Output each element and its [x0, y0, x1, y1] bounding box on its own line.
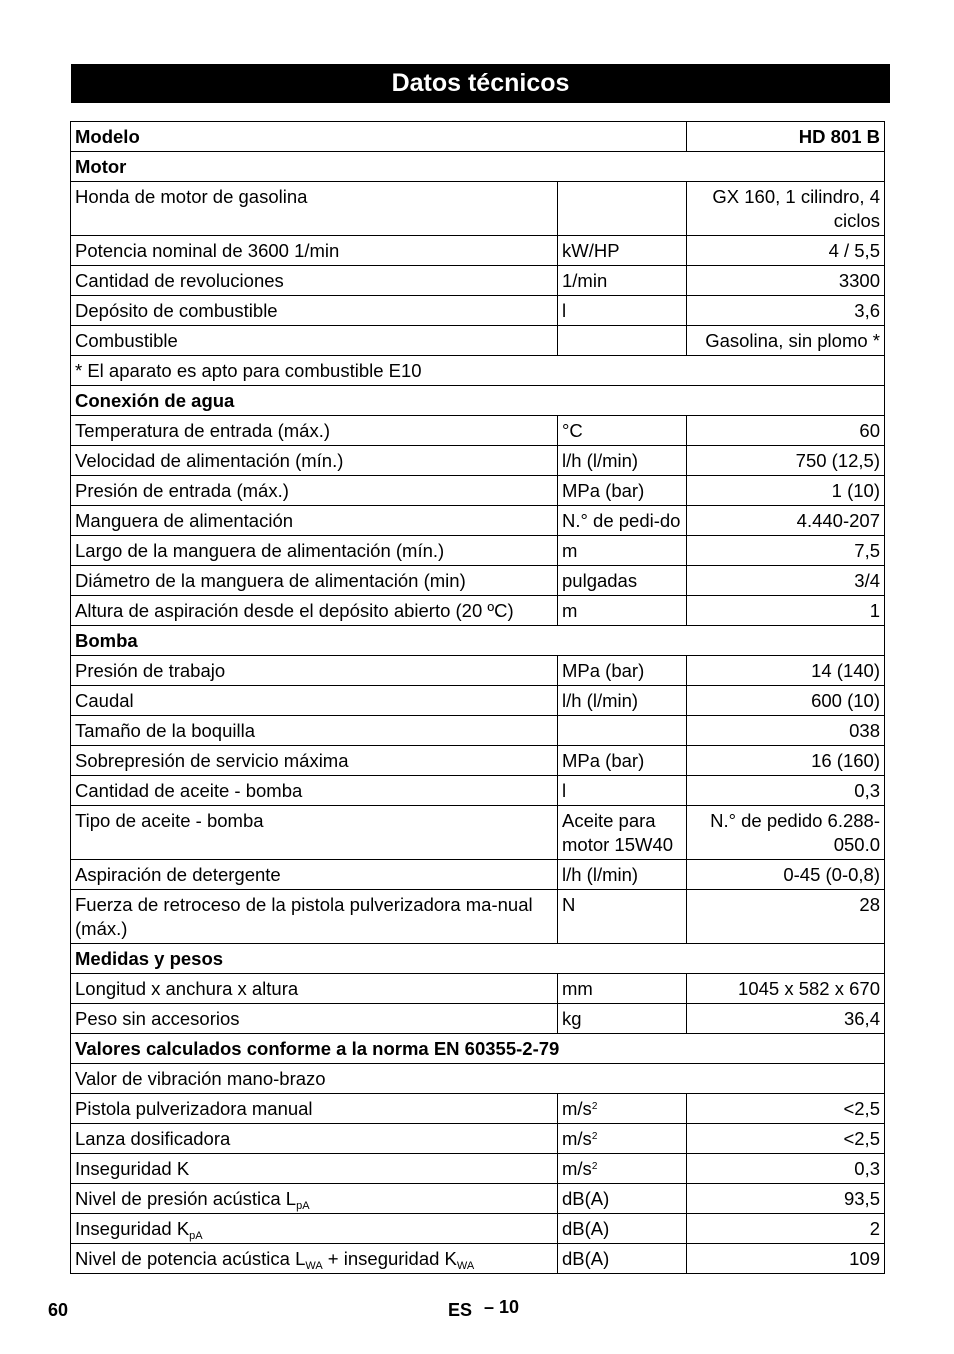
- section-heading: Conexión de agua: [71, 386, 885, 416]
- spec-row: [71, 716, 885, 746]
- spec-label-cell: [71, 326, 558, 356]
- spec-label-cell: [71, 890, 558, 944]
- spec-label-cell: [71, 776, 558, 806]
- spec-label: Presión de entrada (máx.): [75, 480, 289, 501]
- spec-row: [71, 506, 885, 536]
- spec-unit: MPa (bar): [562, 750, 645, 771]
- spec-row: [71, 860, 885, 890]
- spec-label-cell: [71, 1124, 558, 1154]
- spec-unit-cell: [558, 266, 687, 296]
- page-number: 60: [48, 1300, 69, 1320]
- spec-row: [71, 686, 885, 716]
- spec-unit-cell: [558, 296, 687, 326]
- footer-language: ES: [448, 1300, 473, 1320]
- spec-unit: pulgadas: [562, 570, 638, 591]
- spec-label: Combustible: [75, 330, 178, 351]
- spec-value: 600 (10): [687, 686, 885, 716]
- spec-value: 7,5: [687, 536, 885, 566]
- section-heading-row: [71, 386, 885, 416]
- spec-label: Inseguridad K: [75, 1218, 190, 1239]
- spec-unit-cell: [558, 182, 687, 236]
- spec-unit-cell: [558, 1154, 687, 1184]
- spec-unit: 1/min: [562, 270, 608, 291]
- spec-unit: dB(A): [562, 1188, 610, 1209]
- spec-row: [71, 1244, 885, 1274]
- spec-label-cell: [71, 596, 558, 626]
- spec-label-cell: [71, 860, 558, 890]
- spec-label-cell: [71, 446, 558, 476]
- section-subheading-row: [71, 1064, 885, 1094]
- spec-label-cell: [71, 296, 558, 326]
- spec-unit-superscript: 2: [591, 1101, 598, 1112]
- tech-data-table: [70, 121, 885, 1274]
- spec-label-cell: [71, 1244, 558, 1274]
- spec-unit: l/h (l/min): [562, 450, 639, 471]
- spec-row: [71, 1184, 885, 1214]
- spec-unit: mm: [562, 978, 593, 999]
- spec-row: [71, 296, 885, 326]
- spec-label-continued: + inseguridad K: [322, 1248, 457, 1269]
- spec-unit-cell: [558, 446, 687, 476]
- spec-label-cell: [71, 746, 558, 776]
- spec-value: 109: [687, 1244, 885, 1274]
- section-note: * El aparato es apto para combustible E10: [71, 356, 885, 386]
- spec-unit-cell: [558, 656, 687, 686]
- section-heading-row: [71, 1034, 885, 1064]
- spec-label: Tipo de aceite - bomba: [75, 810, 264, 831]
- spec-value: Gasolina, sin plomo *: [687, 326, 885, 356]
- spec-label: Presión de trabajo: [75, 660, 226, 681]
- spec-label: Cantidad de aceite - bomba: [75, 780, 303, 801]
- spec-unit: l: [562, 780, 567, 801]
- spec-unit-cell: [558, 596, 687, 626]
- footer-section-page: – 10: [484, 1297, 520, 1317]
- spec-label: Nivel de potencia acústica L: [75, 1248, 306, 1269]
- spec-label-subscript: pA: [189, 1230, 203, 1242]
- spec-label: Tamaño de la boquilla: [75, 720, 255, 741]
- section-heading: Bomba: [71, 626, 885, 656]
- spec-value: 0,3: [687, 776, 885, 806]
- spec-value: 3/4: [687, 566, 885, 596]
- spec-value: 2: [687, 1214, 885, 1244]
- spec-value: 36,4: [687, 1004, 885, 1034]
- spec-label-cell: [71, 182, 558, 236]
- spec-row: [71, 776, 885, 806]
- spec-label: Potencia nominal de 3600 1/min: [75, 240, 340, 261]
- spec-row: [71, 326, 885, 356]
- spec-unit-cell: [558, 686, 687, 716]
- spec-label-cell: [71, 1214, 558, 1244]
- spec-label: Longitud x anchura x altura: [75, 978, 299, 999]
- tech-data-body: [71, 122, 885, 1274]
- spec-row: [71, 566, 885, 596]
- spec-value: 0-45 (0-0,8): [687, 860, 885, 890]
- spec-label-cell: [71, 416, 558, 446]
- spec-value: 1: [687, 596, 885, 626]
- section-heading: Motor: [71, 152, 885, 182]
- spec-row: [71, 536, 885, 566]
- spec-value: 0,3: [687, 1154, 885, 1184]
- page-title: Datos técnicos: [71, 64, 890, 103]
- spec-label-cell: [71, 806, 558, 860]
- spec-label-cell: [71, 716, 558, 746]
- spec-unit: m: [562, 600, 578, 621]
- spec-row: [71, 236, 885, 266]
- spec-row: [71, 1094, 885, 1124]
- spec-unit-cell: [558, 776, 687, 806]
- spec-label-cell: [71, 536, 558, 566]
- spec-row: [71, 890, 885, 944]
- spec-unit: MPa (bar): [562, 480, 645, 501]
- spec-label-cell: [71, 236, 558, 266]
- spec-unit: kW/HP: [562, 240, 620, 261]
- spec-label-cell: [71, 476, 558, 506]
- spec-value: 28: [687, 890, 885, 944]
- spec-unit: l: [562, 300, 567, 321]
- spec-value: 1045 x 582 x 670: [687, 974, 885, 1004]
- spec-label: Nivel de presión acústica L: [75, 1188, 297, 1209]
- spec-label: Sobrepresión de servicio máxima: [75, 750, 349, 771]
- spec-label: Manguera de alimentación: [75, 510, 294, 531]
- spec-unit-cell: [558, 476, 687, 506]
- spec-unit-superscript: 2: [591, 1131, 598, 1142]
- spec-unit: m: [562, 540, 578, 561]
- spec-unit: l/h (l/min): [562, 864, 639, 885]
- spec-label-subscript: WA: [305, 1260, 323, 1272]
- spec-label-cell: [71, 1184, 558, 1214]
- spec-unit-cell: [558, 1124, 687, 1154]
- spec-label-cell: [71, 974, 558, 1004]
- spec-row: [71, 596, 885, 626]
- spec-value: 60: [687, 416, 885, 446]
- spec-label-cell: [71, 566, 558, 596]
- spec-row: [71, 974, 885, 1004]
- spec-unit-cell: [558, 236, 687, 266]
- spec-unit-cell: [558, 716, 687, 746]
- section-heading-row: [71, 152, 885, 182]
- spec-value: 1 (10): [687, 476, 885, 506]
- spec-unit: N: [562, 894, 576, 915]
- spec-label-cell: [71, 1094, 558, 1124]
- spec-row: [71, 416, 885, 446]
- spec-unit: l/h (l/min): [562, 690, 639, 711]
- spec-unit: dB(A): [562, 1218, 610, 1239]
- spec-value: GX 160, 1 cilindro, 4 ciclos: [687, 182, 885, 236]
- spec-unit: m/s: [562, 1098, 592, 1119]
- spec-row: [71, 1214, 885, 1244]
- section-heading: Medidas y pesos: [71, 944, 885, 974]
- spec-value: 4 / 5,5: [687, 236, 885, 266]
- spec-unit-cell: [558, 326, 687, 356]
- spec-label: Caudal: [75, 690, 134, 711]
- spec-unit: kg: [562, 1008, 582, 1029]
- model-header-row: [71, 122, 885, 152]
- spec-label-cell: [71, 1004, 558, 1034]
- spec-unit-cell: [558, 1244, 687, 1274]
- spec-row: [71, 446, 885, 476]
- spec-label: Aspiración de detergente: [75, 864, 281, 885]
- spec-label: Temperatura de entrada (máx.): [75, 420, 331, 441]
- spec-row: [71, 746, 885, 776]
- section-subheading: Valor de vibración mano-brazo: [71, 1064, 885, 1094]
- spec-label: Diámetro de la manguera de alimentación (min): [75, 570, 466, 591]
- spec-unit: m/s: [562, 1128, 592, 1149]
- spec-unit: N.° de pedi-do: [562, 510, 681, 531]
- spec-unit-cell: [558, 1184, 687, 1214]
- section-heading: Valores calculados conforme a la norma EN 60355-2-79: [71, 1034, 885, 1064]
- spec-unit-cell: [558, 1214, 687, 1244]
- spec-value: 3,6: [687, 296, 885, 326]
- spec-row: [71, 1124, 885, 1154]
- spec-unit: °C: [562, 420, 583, 441]
- spec-row: [71, 656, 885, 686]
- spec-unit: dB(A): [562, 1248, 610, 1269]
- spec-row: [71, 182, 885, 236]
- spec-label: Pistola pulverizadora manual: [75, 1098, 313, 1119]
- spec-row: [71, 266, 885, 296]
- spec-label: Altura de aspiración desde el depósito abierto (20 ºC): [75, 600, 514, 621]
- spec-label: Cantidad de revoluciones: [75, 270, 284, 291]
- spec-unit: Aceite para motor 15W40: [562, 810, 674, 855]
- spec-value: <2,5: [687, 1124, 885, 1154]
- spec-label: Lanza dosificadora: [75, 1128, 231, 1149]
- spec-unit: MPa (bar): [562, 660, 645, 681]
- spec-row: [71, 806, 885, 860]
- spec-value: <2,5: [687, 1094, 885, 1124]
- spec-value: 93,5: [687, 1184, 885, 1214]
- spec-unit-cell: [558, 506, 687, 536]
- section-note-row: [71, 356, 885, 386]
- spec-row: [71, 1154, 885, 1184]
- spec-row: [71, 1004, 885, 1034]
- spec-unit-cell: [558, 890, 687, 944]
- spec-unit-cell: [558, 974, 687, 1004]
- spec-value: 038: [687, 716, 885, 746]
- spec-unit-cell: [558, 1094, 687, 1124]
- spec-label-cell: [71, 1154, 558, 1184]
- spec-label: Inseguridad K: [75, 1158, 190, 1179]
- spec-unit-cell: [558, 1004, 687, 1034]
- spec-value: 750 (12,5): [687, 446, 885, 476]
- spec-value: N.° de pedido 6.288-050.0: [687, 806, 885, 860]
- spec-value: 3300: [687, 266, 885, 296]
- spec-label: Peso sin accesorios: [75, 1008, 240, 1029]
- spec-label-subscript: pA: [296, 1200, 310, 1212]
- model-value: HD 801 B: [687, 122, 885, 152]
- spec-unit: m/s: [562, 1158, 592, 1179]
- spec-label: Velocidad de alimentación (mín.): [75, 450, 344, 471]
- spec-unit-cell: [558, 746, 687, 776]
- spec-value: 14 (140): [687, 656, 885, 686]
- spec-unit-cell: [558, 860, 687, 890]
- spec-unit-superscript: 2: [591, 1161, 598, 1172]
- model-label: Modelo: [71, 122, 687, 152]
- spec-unit-cell: [558, 536, 687, 566]
- spec-label: Fuerza de retroceso de la pistola pulverizadora ma-nual (máx.): [75, 894, 533, 939]
- spec-unit-cell: [558, 566, 687, 596]
- spec-label: Largo de la manguera de alimentación (mín.): [75, 540, 445, 561]
- spec-label: Honda de motor de gasolina: [75, 186, 308, 207]
- section-heading-row: [71, 944, 885, 974]
- spec-unit-cell: [558, 416, 687, 446]
- spec-value: 4.440-207: [687, 506, 885, 536]
- spec-label-cell: [71, 686, 558, 716]
- spec-label: Depósito de combustible: [75, 300, 278, 321]
- spec-row: [71, 476, 885, 506]
- spec-label-cell: [71, 506, 558, 536]
- spec-unit-cell: [558, 806, 687, 860]
- spec-label-cell: [71, 656, 558, 686]
- section-heading-row: [71, 626, 885, 656]
- spec-value: 16 (160): [687, 746, 885, 776]
- spec-label-subscript: WA: [456, 1260, 475, 1272]
- spec-label-cell: [71, 266, 558, 296]
